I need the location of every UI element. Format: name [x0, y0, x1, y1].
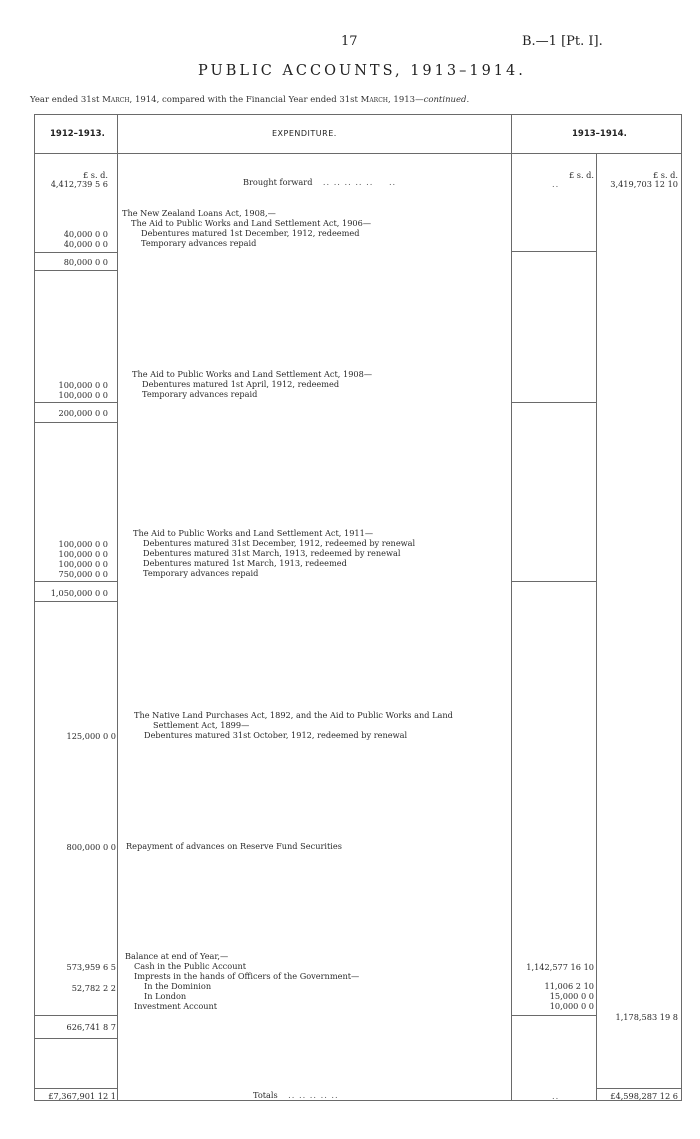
table-header-rule	[34, 153, 682, 154]
balance-dominion-label: In the Dominion	[144, 981, 212, 991]
col-header-prev-year: 1912–1913.	[50, 129, 105, 139]
section3-rule2	[34, 601, 117, 602]
balance-imprests-label: Imprests in the hands of Officers of the Government—	[134, 971, 360, 981]
balance-prev-rule	[34, 1015, 117, 1016]
section2-total: 200,000 0 0	[58, 408, 108, 418]
section4-act-line1: The Native Land Purchases Act, 1892, and the Aid to Public Works and Land	[134, 710, 453, 720]
section4-item1: Debentures matured 31st October, 1912, redeemed by renewal	[144, 730, 408, 740]
totals-label: Totals .. .. .. .. ..	[253, 1090, 339, 1100]
balance-london-label: In London	[144, 991, 187, 1001]
totals-cur2: £4,598,287 12 6	[610, 1091, 678, 1101]
section1-total: 80,000 0 0	[63, 257, 108, 267]
col-divider-2	[511, 114, 512, 1101]
section3-cur-rule	[511, 581, 596, 582]
totals-cur1: ..	[552, 1091, 560, 1101]
section3-act: The Aid to Public Works and Land Settlement Act, 1911—	[133, 528, 374, 538]
unit-heading-cur2: £ s. d.	[652, 170, 678, 180]
document-reference: B.—1 [Pt. I].	[522, 34, 603, 49]
section1-value1: 40,000 0 0	[63, 229, 108, 239]
page-number: 17	[341, 34, 358, 49]
section5-label: Repayment of advances on Reserve Fund Securities	[126, 841, 342, 851]
col-header-curr-year: 1913–1914.	[572, 129, 627, 139]
totals-rule-cur	[596, 1088, 681, 1089]
brought-forward-cur1: ..	[552, 179, 560, 189]
section1-rule2	[34, 270, 117, 271]
section1-cur-rule	[511, 251, 596, 252]
brought-forward-cur2: 3,419,703 12 10	[610, 179, 678, 189]
balance-prev-imprests: 52,782 2 2	[71, 983, 116, 993]
section2-rule	[34, 402, 117, 403]
section3-item1: Debentures matured 31st December, 1912, redeemed by renewal	[143, 538, 416, 548]
brought-forward-label: Brought forward .. .. .. .. .. ..	[243, 177, 397, 187]
table-top-rule	[34, 114, 682, 115]
balance-cash-label: Cash in the Public Account	[134, 961, 247, 971]
section1-value2: 40,000 0 0	[63, 239, 108, 249]
brought-forward-prev: 4,412,739 5 6	[50, 179, 108, 189]
balance-prev-total: 626,741 8 7	[66, 1022, 116, 1032]
section2-item1: Debentures matured 1st April, 1912, redeemed	[142, 379, 340, 389]
totals-rule-prev	[34, 1088, 117, 1089]
col-divider-left	[34, 114, 35, 1101]
section2-rule2	[34, 422, 117, 423]
section3-item3: Debentures matured 1st March, 1913, redeemed	[143, 558, 347, 568]
balance-cur-total: 1,178,583 19 8	[615, 1012, 678, 1022]
col-divider-1	[117, 114, 118, 1101]
balance-cur-rule	[511, 1015, 596, 1016]
unit-heading-prev: £ s. d.	[82, 170, 108, 180]
unit-heading-cur1: £ s. d.	[568, 170, 594, 180]
section4-act-line2: Settlement Act, 1899—	[153, 720, 250, 730]
section3-item4: Temporary advances repaid	[143, 568, 259, 578]
balance-cur-dominion: 11,006 2 10	[544, 981, 594, 991]
section2-item2: Temporary advances repaid	[142, 389, 258, 399]
balance-cur-investment: 10,000 0 0	[549, 1001, 594, 1011]
table-bottom-rule	[34, 1100, 682, 1101]
section5-value: 800,000 0 0	[66, 842, 116, 852]
section3-value1: 100,000 0 0	[58, 539, 108, 549]
page-subtitle: Year ended 31st March, 1914, compared with the Financial Year ended 31st March, 1913—continued.	[30, 95, 470, 105]
section2-act: The Aid to Public Works and Land Settlement Act, 1908—	[132, 369, 373, 379]
balance-prev-rule2	[34, 1038, 117, 1039]
section2-value2: 100,000 0 0	[58, 390, 108, 400]
section1-subact: The Aid to Public Works and Land Settlement Act, 1906—	[131, 218, 372, 228]
section3-value3: 100,000 0 0	[58, 559, 108, 569]
balance-investment-label: Investment Account	[134, 1001, 218, 1011]
section1-item1: Debentures matured 1st December, 1912, redeemed	[141, 228, 360, 238]
balance-prev-cash: 573,959 6 5	[66, 962, 116, 972]
section3-item2: Debentures matured 31st March, 1913, redeemed by renewal	[143, 548, 401, 558]
col-header-expenditure: EXPENDITURE.	[272, 129, 337, 138]
section4-value1: 125,000 0 0	[66, 731, 116, 741]
section1-rule	[34, 252, 117, 253]
balance-cur-cash: 1,142,577 16 10	[526, 962, 594, 972]
section3-value4: 750,000 0 0	[58, 569, 108, 579]
col-divider-right	[681, 114, 682, 1101]
balance-heading: Balance at end of Year,—	[125, 951, 229, 961]
page-title: PUBLIC ACCOUNTS, 1913–1914.	[198, 63, 526, 79]
section1-act: The New Zealand Loans Act, 1908,—	[122, 208, 276, 218]
totals-prev: £7,367,901 12 1	[48, 1091, 116, 1101]
section3-total: 1,050,000 0 0	[50, 588, 108, 598]
balance-cur-london: 15,000 0 0	[549, 991, 594, 1001]
section2-value1: 100,000 0 0	[58, 380, 108, 390]
section3-rule	[34, 581, 117, 582]
section1-item2: Temporary advances repaid	[141, 238, 257, 248]
section2-cur-rule	[511, 402, 596, 403]
section3-value2: 100,000 0 0	[58, 549, 108, 559]
col-divider-3	[596, 153, 597, 1101]
